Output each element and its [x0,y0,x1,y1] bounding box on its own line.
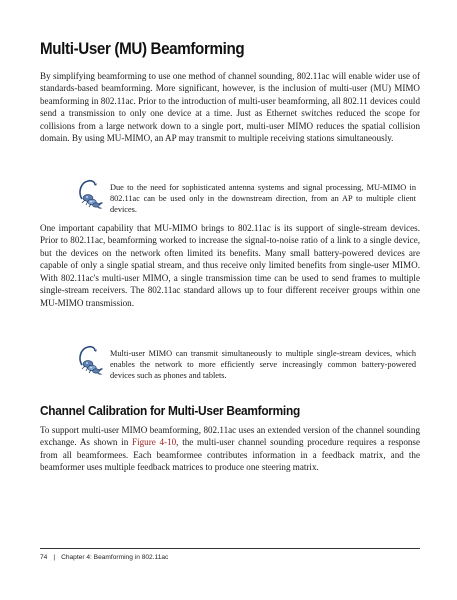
paragraph-text: , the multi-user channel sounding procedure requires a response from all beamformees. Each beamformee contributes information in a feedback matrix, and the beamformer uses multiple feedback matrices to produce one steering matrix. [40,437,420,473]
figure-link[interactable]: Figure 4-10 [132,437,177,448]
paragraph-intro: By simplifying beamforming to use one method of channel sounding, 802.11ac will enable wider use of standards-based beamforming. More significant, however, is the inclusion of multi-user (MU) MIMO beamforming in 802.11ac. Prior to the introduction of multi-user beamforming, all 802.11 devices could send a transmission to only one device at a time. Just as Ethernet switches reduced the scope for collisions from a large network down to a single port, multi-user MIMO reduces the spatial collision domain. By using MU-MIMO, an AP may transmit to multiple receiving stations simultaneously. [40,71,420,144]
paragraph-calibration [40,424,420,474]
page-number: 74 [40,554,48,561]
page-footer [40,554,168,561]
paragraph-text: To support multi-user MIMO beamforming, 802.11ac uses an extended version of the channel sounding exchange. As shown in [40,425,420,448]
note-text: Multi-user MIMO can transmit simultaneously to multiple single-stream devices, which enables the network to more efficiently serve increasingly common battery-powered devices such as phones and tablets. [110,349,416,381]
note-text: Due to the need for sophisticated antenna systems and signal processing, MU-MIMO in 802.11ac can be used only in the downstream direction, from an AP to multiple client devices. [110,183,416,215]
subsection-heading: Channel Calibration for Multi-User Beamforming [40,403,300,418]
chapter-title: Chapter 4: Beamforming in 802.11ac [61,554,169,561]
section-heading: Multi-User (MU) Beamforming [40,40,245,58]
footer-rule [40,548,420,549]
scorpion-note-icon [76,343,104,375]
paragraph-single-stream: One important capability that MU-MIMO brings to 802.11ac is its support of single-stream devices. Prior to 802.11ac, beamforming worked to increase the signal-to-noise ratio of a link to a single device, but the devices on the network often limited its benefits. Many small battery-powered devices are capable of only a single spatial stream, and thus receive only limited benefits from single-user MIMO. With 802.11ac's multi-user MIMO, a single transmission time can be used to send frames to multiple single-stream receivers. The 802.11ac standard allows up to four different receiver groups within one MU-MIMO transmission. [40,223,420,308]
scorpion-note-icon [76,177,104,209]
footer-separator: | [53,554,56,561]
